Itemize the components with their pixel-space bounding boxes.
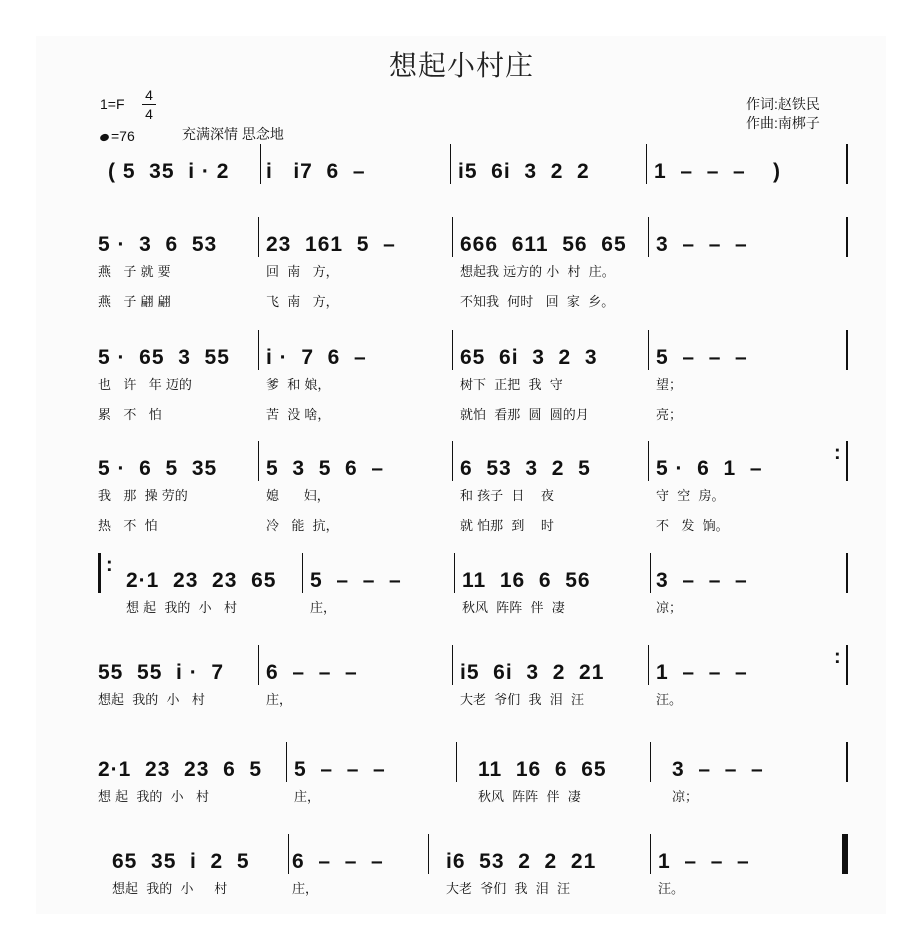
measure-notes: 11 16 6 56 bbox=[462, 569, 591, 592]
lyric-verse-1: 爹 和 娘， bbox=[266, 378, 331, 393]
system-end-bar bbox=[846, 441, 848, 481]
lyric-verse-1: 也 许 年 迈的 bbox=[98, 378, 192, 393]
measure-notes: 5 3 5 6 – bbox=[266, 457, 385, 480]
lyric-verse-1: 大老 爷们 我 泪 汪 bbox=[446, 882, 571, 897]
system-end-bar bbox=[846, 645, 848, 685]
lyricist-credit: 作词:赵铁民 bbox=[746, 96, 820, 112]
measure-notes: 6 – – – bbox=[292, 850, 384, 873]
lyric-verse-1: 庄， bbox=[266, 693, 293, 708]
system-end-bar bbox=[846, 553, 848, 593]
lyric-verse-2: 累 不 怕 bbox=[98, 408, 162, 423]
final-bar-line bbox=[842, 834, 848, 874]
measure-notes: 5 · 6 1 – bbox=[656, 457, 763, 480]
bar-line bbox=[648, 441, 649, 481]
measure-notes: 6 53 3 2 5 bbox=[460, 457, 591, 480]
time-signature bbox=[142, 86, 156, 123]
lyric-verse-1: 庄， bbox=[310, 601, 337, 616]
measure-notes: 1 – – – bbox=[658, 850, 750, 873]
lyric-verse-1: 燕 子 就 要 bbox=[98, 265, 171, 280]
lyric-verse-1: 想起 我的 小 村 bbox=[112, 882, 228, 897]
bar-line bbox=[258, 441, 259, 481]
repeat-start-dots: : bbox=[106, 554, 113, 576]
measure-notes: 3 – – – bbox=[656, 233, 748, 256]
measure-notes: 55 55 i · 7 bbox=[98, 661, 225, 684]
lyric-verse-1: 凉； bbox=[672, 790, 699, 805]
lyric-verse-2: 热 不 怕 bbox=[98, 519, 158, 534]
lyric-verse-2: 就 怕那 到 时 bbox=[460, 519, 554, 534]
bar-line bbox=[648, 217, 649, 257]
quarter-note-icon bbox=[99, 132, 110, 142]
lyric-verse-1: 大老 爷们 我 泪 汪 bbox=[460, 693, 585, 708]
lyric-verse-1: 我 那 操 劳的 bbox=[98, 489, 188, 504]
measure-notes: 666 611 56 65 bbox=[460, 233, 627, 256]
system-end-bar bbox=[846, 144, 848, 184]
song-title: 想起小村庄 bbox=[388, 49, 534, 82]
measure-notes: 65 35 i 2 5 bbox=[112, 850, 250, 873]
lyric-verse-2: 苦 没 啥， bbox=[266, 408, 331, 423]
measure-notes: 1 – – – bbox=[656, 661, 748, 684]
bar-line bbox=[452, 330, 453, 370]
repeat-end-dots: : bbox=[834, 646, 841, 668]
measure-notes: i6 53 2 2 21 bbox=[446, 850, 597, 873]
measure-notes: 5 – – – bbox=[294, 758, 386, 781]
measure-notes: 6 – – – bbox=[266, 661, 358, 684]
bar-line bbox=[258, 217, 259, 257]
bar-line bbox=[288, 834, 289, 874]
lyric-verse-1: 媳 妇， bbox=[266, 489, 330, 504]
score-line bbox=[0, 346, 923, 436]
measure-notes: 1 – – – ) bbox=[654, 160, 782, 183]
bar-line bbox=[428, 834, 429, 874]
tempo-value: =76 bbox=[111, 128, 135, 144]
bar-line bbox=[258, 330, 259, 370]
lyric-verse-1: 守 空 房。 bbox=[656, 489, 725, 504]
measure-notes: 23 161 5 – bbox=[266, 233, 396, 256]
tempo-marking bbox=[100, 128, 135, 144]
lyric-verse-1: 望； bbox=[656, 378, 683, 393]
measure-notes: i · 7 6 – bbox=[266, 346, 367, 369]
score-line bbox=[0, 233, 923, 323]
lyric-verse-2: 冷 能 抗， bbox=[266, 519, 339, 534]
measure-notes: 3 – – – bbox=[672, 758, 764, 781]
composer-credit: 作曲:南梆子 bbox=[746, 115, 820, 131]
measure-notes: i5 6i 3 2 2 bbox=[458, 160, 590, 183]
measure-notes: 2·1 23 23 6 5 bbox=[98, 758, 263, 781]
lyric-verse-1: 和 孩子 日 夜 bbox=[460, 489, 554, 504]
bar-line bbox=[646, 144, 647, 184]
bar-line bbox=[454, 553, 455, 593]
score-line bbox=[0, 850, 923, 940]
time-sig-top: 4 bbox=[142, 86, 156, 105]
lyric-verse-1: 树下 正把 我 守 bbox=[460, 378, 563, 393]
lyric-verse-1: 想起 我的 小 村 bbox=[98, 693, 205, 708]
bar-line bbox=[650, 742, 651, 782]
bar-line bbox=[650, 553, 651, 593]
lyric-verse-1: 想 起 我的 小 村 bbox=[98, 790, 210, 805]
score-line bbox=[0, 646, 923, 751]
system-end-bar bbox=[846, 217, 848, 257]
bar-line bbox=[260, 144, 261, 184]
measure-notes: 5 – – – bbox=[656, 346, 748, 369]
expression-marking: 充满深情 思念地 bbox=[182, 126, 284, 142]
bar-line bbox=[452, 217, 453, 257]
measure-notes: 11 16 6 65 bbox=[478, 758, 607, 781]
lyric-verse-1: 秋风 阵阵 伴 凄 bbox=[478, 790, 581, 805]
measure-notes: 5 – – – bbox=[310, 569, 402, 592]
bar-line bbox=[648, 330, 649, 370]
measure-notes: 5 · 65 3 55 bbox=[98, 346, 230, 369]
score-line bbox=[0, 442, 923, 547]
measure-notes: 65 6i 3 2 3 bbox=[460, 346, 598, 369]
bar-line bbox=[452, 441, 453, 481]
lyric-verse-1: 回 南 方， bbox=[266, 265, 339, 280]
measure-notes: 3 – – – bbox=[656, 569, 748, 592]
lyric-verse-1: 想起我 远方的 小 村 庄。 bbox=[460, 265, 615, 280]
lyric-verse-1: 汪。 bbox=[658, 882, 685, 897]
bar-line bbox=[286, 742, 287, 782]
score-line bbox=[0, 554, 923, 659]
lyric-verse-1: 想 起 我的 小 村 bbox=[126, 601, 238, 616]
lyric-verse-1: 凉； bbox=[656, 601, 683, 616]
lyric-verse-2: 亮； bbox=[656, 408, 683, 423]
lyric-verse-2: 燕 子 翩 翩 bbox=[98, 295, 171, 310]
lyric-verse-1: 庄， bbox=[294, 790, 321, 805]
measure-notes: ( 5 35 i · 2 bbox=[108, 160, 230, 183]
score-line bbox=[0, 758, 923, 848]
lyric-verse-2: 飞 南 方， bbox=[266, 295, 339, 310]
bar-line bbox=[450, 144, 451, 184]
lyric-verse-1: 汪。 bbox=[656, 693, 683, 708]
time-sig-bottom: 4 bbox=[145, 106, 153, 122]
measure-notes: 5 · 6 5 35 bbox=[98, 457, 218, 480]
lyric-verse-2: 就怕 看那 圆 圆的月 bbox=[460, 408, 589, 423]
key-signature: 1=F bbox=[100, 96, 125, 112]
bar-line bbox=[452, 645, 453, 685]
bar-line bbox=[302, 553, 303, 593]
lyric-verse-1: 庄， bbox=[292, 882, 319, 897]
measure-notes: i i7 6 – bbox=[266, 160, 366, 183]
bar-line bbox=[648, 645, 649, 685]
system-end-bar bbox=[846, 330, 848, 370]
lyric-verse-2: 不知我 何时 回 家 乡。 bbox=[460, 295, 615, 310]
repeat-start-bar bbox=[98, 553, 101, 593]
lyric-verse-2: 不 发 饷。 bbox=[656, 519, 729, 534]
bar-line bbox=[650, 834, 651, 874]
bar-line bbox=[258, 645, 259, 685]
repeat-end-dots: : bbox=[834, 442, 841, 464]
measure-notes: 5 · 3 6 53 bbox=[98, 233, 218, 256]
measure-notes: 2·1 23 23 65 bbox=[126, 569, 277, 592]
lyric-verse-1: 秋风 阵阵 伴 凄 bbox=[462, 601, 565, 616]
system-end-bar bbox=[846, 742, 848, 782]
bar-line bbox=[456, 742, 457, 782]
measure-notes: i5 6i 3 2 21 bbox=[460, 661, 605, 684]
